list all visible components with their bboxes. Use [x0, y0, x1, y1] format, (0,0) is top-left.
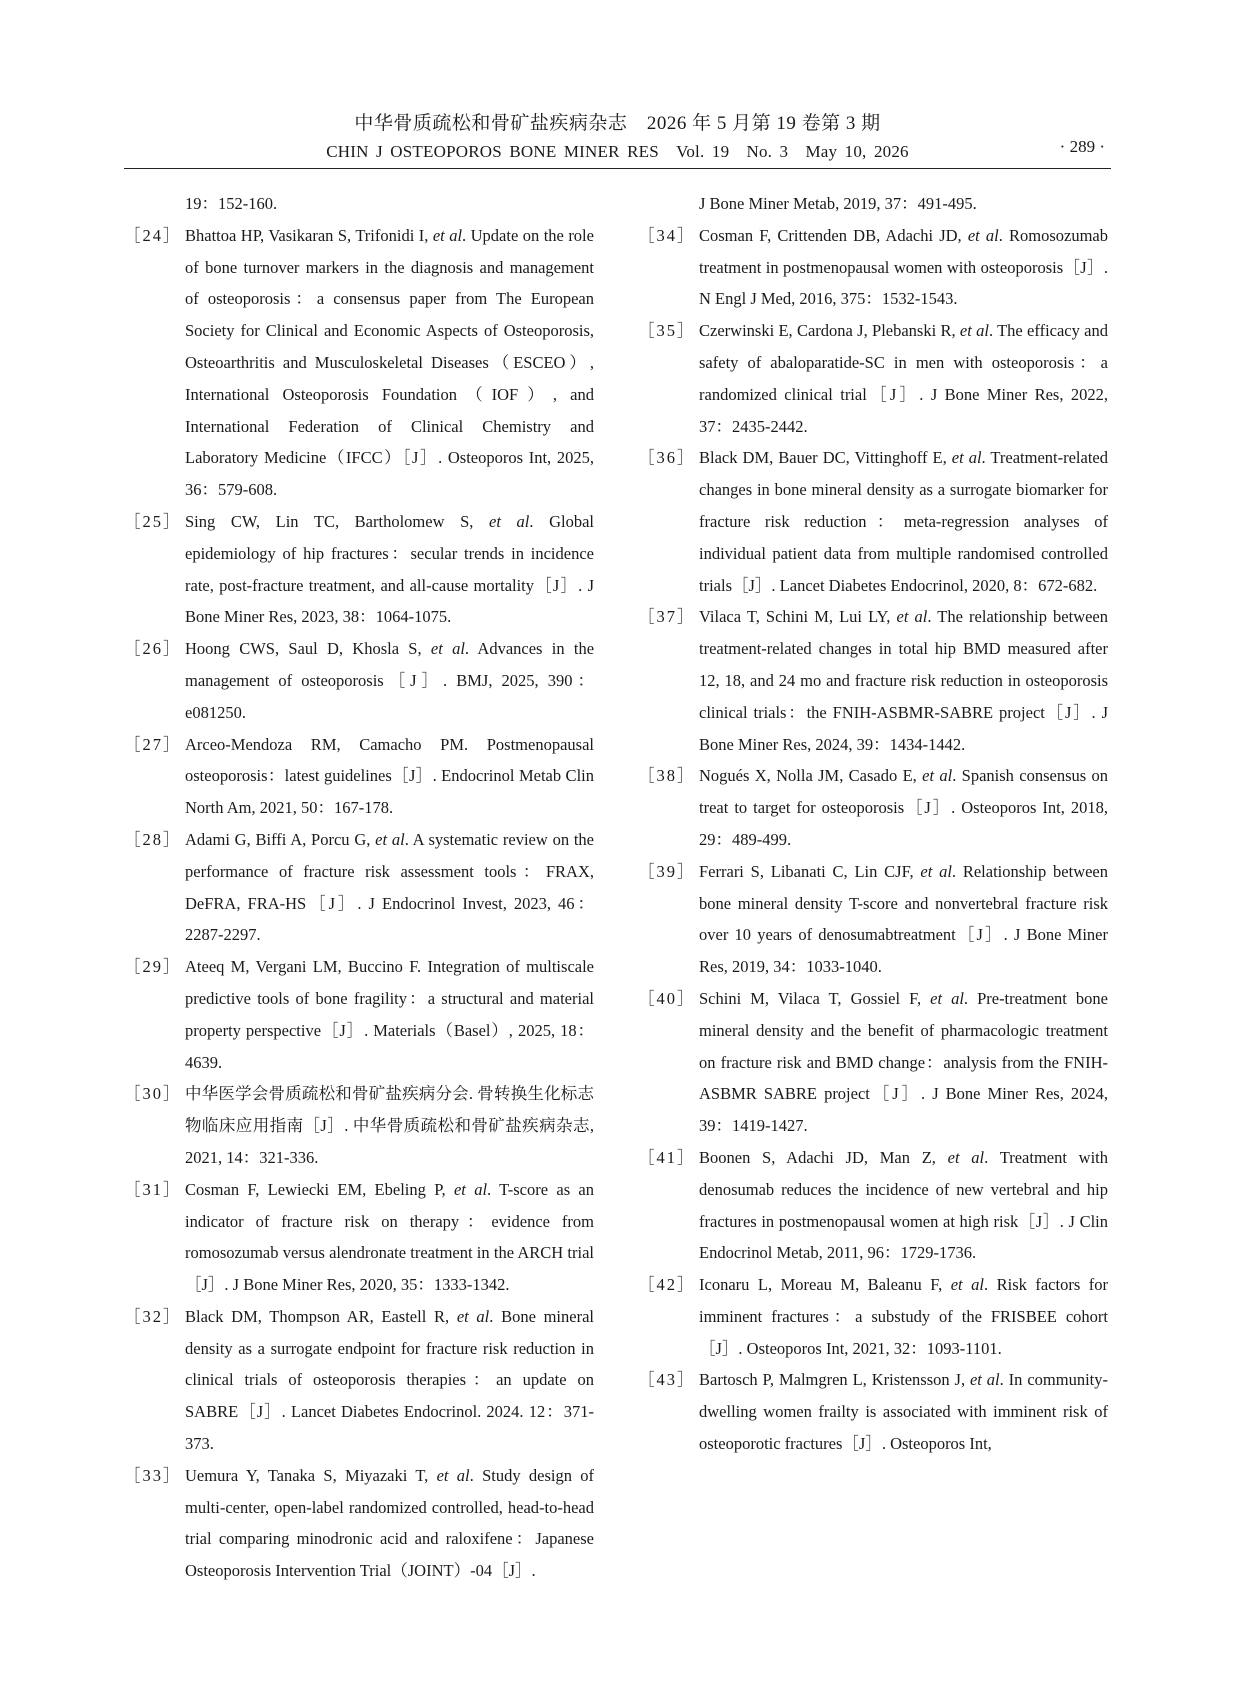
page-number: · 289 · [1059, 137, 1105, 156]
reference-text [185, 506, 594, 633]
header-rule [124, 168, 1111, 169]
reference-text [699, 315, 1108, 442]
reference-text [699, 1364, 1108, 1459]
et-al: et al [489, 511, 530, 531]
reference-details: . T-score as an indicator of fracture risk on therapy：evidence from romosozumab versus alendronate treatment in the ARCH trial［J］. J Bone Miner Res, 2020, 35：1333-1342. [185, 1179, 594, 1295]
et-al: et al [922, 766, 953, 786]
reference-item [638, 1269, 1108, 1364]
reference-number: ［41］ [638, 1147, 696, 1167]
reference-details: . In community-dwelling women frailty is associated with imminent risk of osteoporotic fractures［J］. Osteoporos Int, [699, 1370, 1108, 1454]
reference-authors: Vilaca T, Schini M, Lui LY, [699, 607, 897, 627]
reference-details: . Pre-treatment bone mineral density and the benefit of pharmacologic treatment on fracture risk and BMD change：analysis from the FNIH-ASBMR SABRE project［J］. J Bone Miner Res, 2024, 39：1419-1427. [699, 988, 1108, 1136]
reference-details: . Study design of multi-center, open-label randomized controlled, head-to-head trial comparing minodronic acid and raloxifene：Japanese Osteoporosis Intervention Trial（JOINT）-04［J］. [185, 1465, 594, 1581]
et-al: et al [456, 1306, 490, 1326]
et-al: et al [920, 861, 952, 881]
reference-details: . Treatment-related changes in bone mineral density as a surrogate biomarker for fracture risk reduction：meta-regression analyses of individual patient data from multiple randomised controlled trials［J］. Lancet Diabetes Endocrinol, 2020, 8：672-682. [699, 448, 1108, 595]
reference-text [185, 1078, 594, 1173]
reference-number: ［28］ [124, 829, 182, 849]
reference-item [638, 1364, 1108, 1459]
reference-number: ［35］ [638, 321, 696, 341]
left-column [124, 188, 594, 1587]
page-header [124, 0, 1111, 172]
reference-number: ［42］ [638, 1275, 696, 1295]
reference-list-left [124, 220, 594, 1587]
et-al: et al [951, 448, 982, 468]
reference-item [638, 442, 1108, 601]
reference-number: ［34］ [638, 225, 696, 245]
reference-continuation: 19：152-160. [185, 194, 278, 213]
reference-item [638, 983, 1108, 1142]
reference-text [699, 856, 1108, 983]
reference-text [185, 951, 594, 1078]
reference-authors: Arceo-Mendoza RM, Camacho PM. Postmenopausal osteoporosis：latest guidelines［J］. Endocrinol Metab Clin North Am, 2021, 50：167-178. [185, 734, 594, 818]
reference-item [638, 315, 1108, 442]
et-al: et al [959, 321, 989, 341]
reference-authors: Iconaru L, Moreau M, Baleanu F, [699, 1275, 951, 1295]
reference-authors: Adami G, Biffi A, Porcu G, [185, 829, 376, 849]
et-al: et al [969, 1370, 1000, 1390]
reference-authors: Bhattoa HP, Vasikaran S, Trifonidi I, [185, 225, 433, 245]
reference-details: . Romosozumab treatment in postmenopausal women with osteoporosis［J］. N Engl J Med, 2016, 375：1532-1543. [699, 225, 1108, 309]
et-al: et al [950, 1275, 984, 1295]
reference-text [699, 442, 1108, 601]
journal-title-en: CHIN J OSTEOPOROS BONE MINER RES Vol. 19 No. 3 May 10, 2026 [326, 142, 909, 161]
reference-text [185, 824, 594, 951]
reference-item [638, 760, 1108, 855]
reference-number: ［25］ [124, 511, 182, 531]
et-al: et al [436, 1465, 470, 1485]
reference-item [638, 856, 1108, 983]
reference-authors: Black DM, Thompson AR, Eastell R, [185, 1306, 457, 1326]
reference-details: . The relationship between treatment-related changes in total hip BMD measured after 12, 18, and 24 mo and fracture risk reduction in osteoporosis clinical trials：the FNIH-ASBMR-SABRE project［J］. J Bone Miner Res, 2024, 39：1434-1442. [699, 607, 1109, 754]
reference-text [699, 1269, 1108, 1364]
reference-list-right [638, 220, 1108, 1460]
reference-details: . Spanish consensus on treat to target for osteoporosis［J］. Osteoporos Int, 2018, 29：489-499. [699, 766, 1108, 849]
right-column [638, 188, 1108, 1460]
reference-authors: Ferrari S, Libanati C, Lin CJF, [699, 861, 921, 881]
reference-item [124, 951, 594, 1078]
reference-text [185, 1301, 594, 1460]
reference-item [124, 824, 594, 951]
reference-number: ［26］ [124, 639, 182, 659]
reference-item [124, 1174, 594, 1301]
reference-text [699, 983, 1108, 1142]
reference-continuation: J Bone Miner Metab, 2019, 37：491-495. [699, 194, 977, 213]
reference-authors: Black DM, Bauer DC, Vittinghoff E, [699, 448, 952, 468]
reference-authors: Nogués X, Nolla JM, Casado E, [699, 766, 923, 786]
et-al: et al [430, 639, 465, 659]
reference-authors: Schini M, Vilaca T, Gossiel F, [699, 988, 931, 1008]
reference-authors: Cosman F, Crittenden DB, Adachi JD, [699, 225, 968, 245]
reference-details: . The efficacy and safety of abaloparatide-SC in men with osteoporosis：a randomized clinical trial［J］. J Bone Miner Res, 2022, 37：2435-2442. [699, 321, 1109, 436]
reference-details: . A systematic review on the performance of fracture risk assessment tools：FRAX, DeFRA, FRA-HS［J］. J Endocrinol Invest, 2023, 46：2287-2297. [185, 829, 594, 945]
reference-text [699, 601, 1108, 760]
et-al: et al [930, 988, 964, 1008]
reference-authors: Sing CW, Lin TC, Bartholomew S, [185, 511, 489, 531]
reference-text [699, 760, 1108, 855]
reference-details: . Risk factors for imminent fractures：a substudy of the FRISBEE cohort［J］. Osteoporos Int, 2021, 32：1093-1101. [699, 1275, 1108, 1358]
reference-number: ［43］ [638, 1370, 696, 1390]
reference-item [124, 1301, 594, 1460]
reference-authors: Hoong CWS, Saul D, Khosla S, [185, 639, 431, 659]
reference-item [124, 506, 594, 633]
reference-number: ［30］ [124, 1084, 182, 1104]
reference-number: ［31］ [124, 1179, 182, 1199]
reference-text [185, 220, 594, 506]
reference-number: ［29］ [124, 957, 182, 977]
et-al: et al [947, 1147, 985, 1167]
reference-number: ［39］ [638, 861, 696, 881]
et-al: et al [967, 225, 999, 245]
reference-text [185, 1460, 594, 1587]
reference-item [124, 1078, 594, 1173]
reference-authors: Uemura Y, Tanaka S, Miyazaki T, [185, 1465, 437, 1485]
reference-authors: Ateeq M, Vergani LM, Buccino F. Integration of multiscale predictive tools of bone fragility：a structural and material property perspective［J］. Materials（Basel）, 2025, 18：4639. [185, 957, 594, 1072]
reference-item [124, 1460, 594, 1587]
reference-number: ［38］ [638, 766, 696, 786]
reference-number: ［37］ [638, 607, 696, 627]
reference-text [185, 1174, 594, 1301]
reference-details: . Global epidemiology of hip fractures：secular trends in incidence rate, post-fracture treatment, and all-cause mortality［J］. J Bone Miner Res, 2023, 38：1064-1075. [185, 511, 594, 627]
reference-number: ［40］ [638, 988, 696, 1008]
reference-item [638, 220, 1108, 315]
reference-item [124, 633, 594, 728]
reference-number: ［24］ [124, 225, 182, 245]
reference-text [185, 729, 594, 824]
reference-number: ［33］ [124, 1465, 182, 1485]
reference-number: ［36］ [638, 448, 696, 468]
reference-authors: Bartosch P, Malmgren L, Kristensson J, [699, 1370, 970, 1390]
reference-item [124, 220, 594, 506]
reference-item [638, 601, 1108, 760]
et-al: et al [432, 225, 463, 245]
reference-authors: Boonen S, Adachi JD, Man Z, [699, 1147, 948, 1167]
journal-title-cn: 中华骨质疏松和骨矿盐疾病杂志 2026 年 5 月第 19 卷第 3 期 [354, 113, 881, 134]
reference-details: . Relationship between bone mineral density T-score and nonvertebral fracture risk over 10 years of denosumabtreatment［J］. J Bone Miner Res, 2019, 34：1033-1040. [699, 861, 1109, 977]
reference-text [699, 220, 1108, 315]
reference-authors: 中华医学会骨质疏松和骨矿盐疾病分会. 骨转换生化标志物临床应用指南［J］. 中华骨质疏松和骨矿盐疾病杂志, 2021, 14：321-336. [185, 1084, 594, 1167]
et-al: et al [375, 829, 405, 849]
reference-text [699, 1142, 1108, 1269]
reference-details: . Treatment with denosumab reduces the incidence of new vertebral and hip fractures in postmenopausal women at high risk［J］. J Clin Endocrinol Metab, 2011, 96：1729-1736. [699, 1147, 1108, 1263]
et-al: et al [896, 607, 928, 627]
reference-number: ［32］ [124, 1306, 182, 1326]
reference-details: . Advances in the management of osteoporosis［J］. BMJ, 2025, 390：e081250. [185, 639, 595, 722]
reference-authors: Czerwinski E, Cardona J, Plebanski R, [699, 321, 960, 341]
reference-number: ［27］ [124, 734, 182, 754]
reference-authors: Cosman F, Lewiecki EM, Ebeling P, [185, 1179, 454, 1199]
reference-details: . Bone mineral density as a surrogate endpoint for fracture risk reduction in clinical trials of osteoporosis therapies：an update on SABRE［J］. Lancet Diabetes Endocrinol. 2024. 12：371-373. [185, 1306, 594, 1454]
et-al: et al [453, 1179, 488, 1199]
reference-item [638, 1142, 1108, 1269]
reference-item [124, 729, 594, 824]
reference-details: . Update on the role of bone turnover markers in the diagnosis and management of osteoporosis：a consensus paper from The European Society for Clinical and Economic Aspects of Osteoporosis, Osteoarthritis and Musculoskeletal Diseases（ESCEO）, International Osteoporosis Foundation（IOF）, and International Federation of Clinical Chemistry and Laboratory Medicine（IFCC）［J］. Osteoporos Int, 2025, 36：579-608. [185, 225, 594, 500]
reference-text [185, 633, 594, 728]
